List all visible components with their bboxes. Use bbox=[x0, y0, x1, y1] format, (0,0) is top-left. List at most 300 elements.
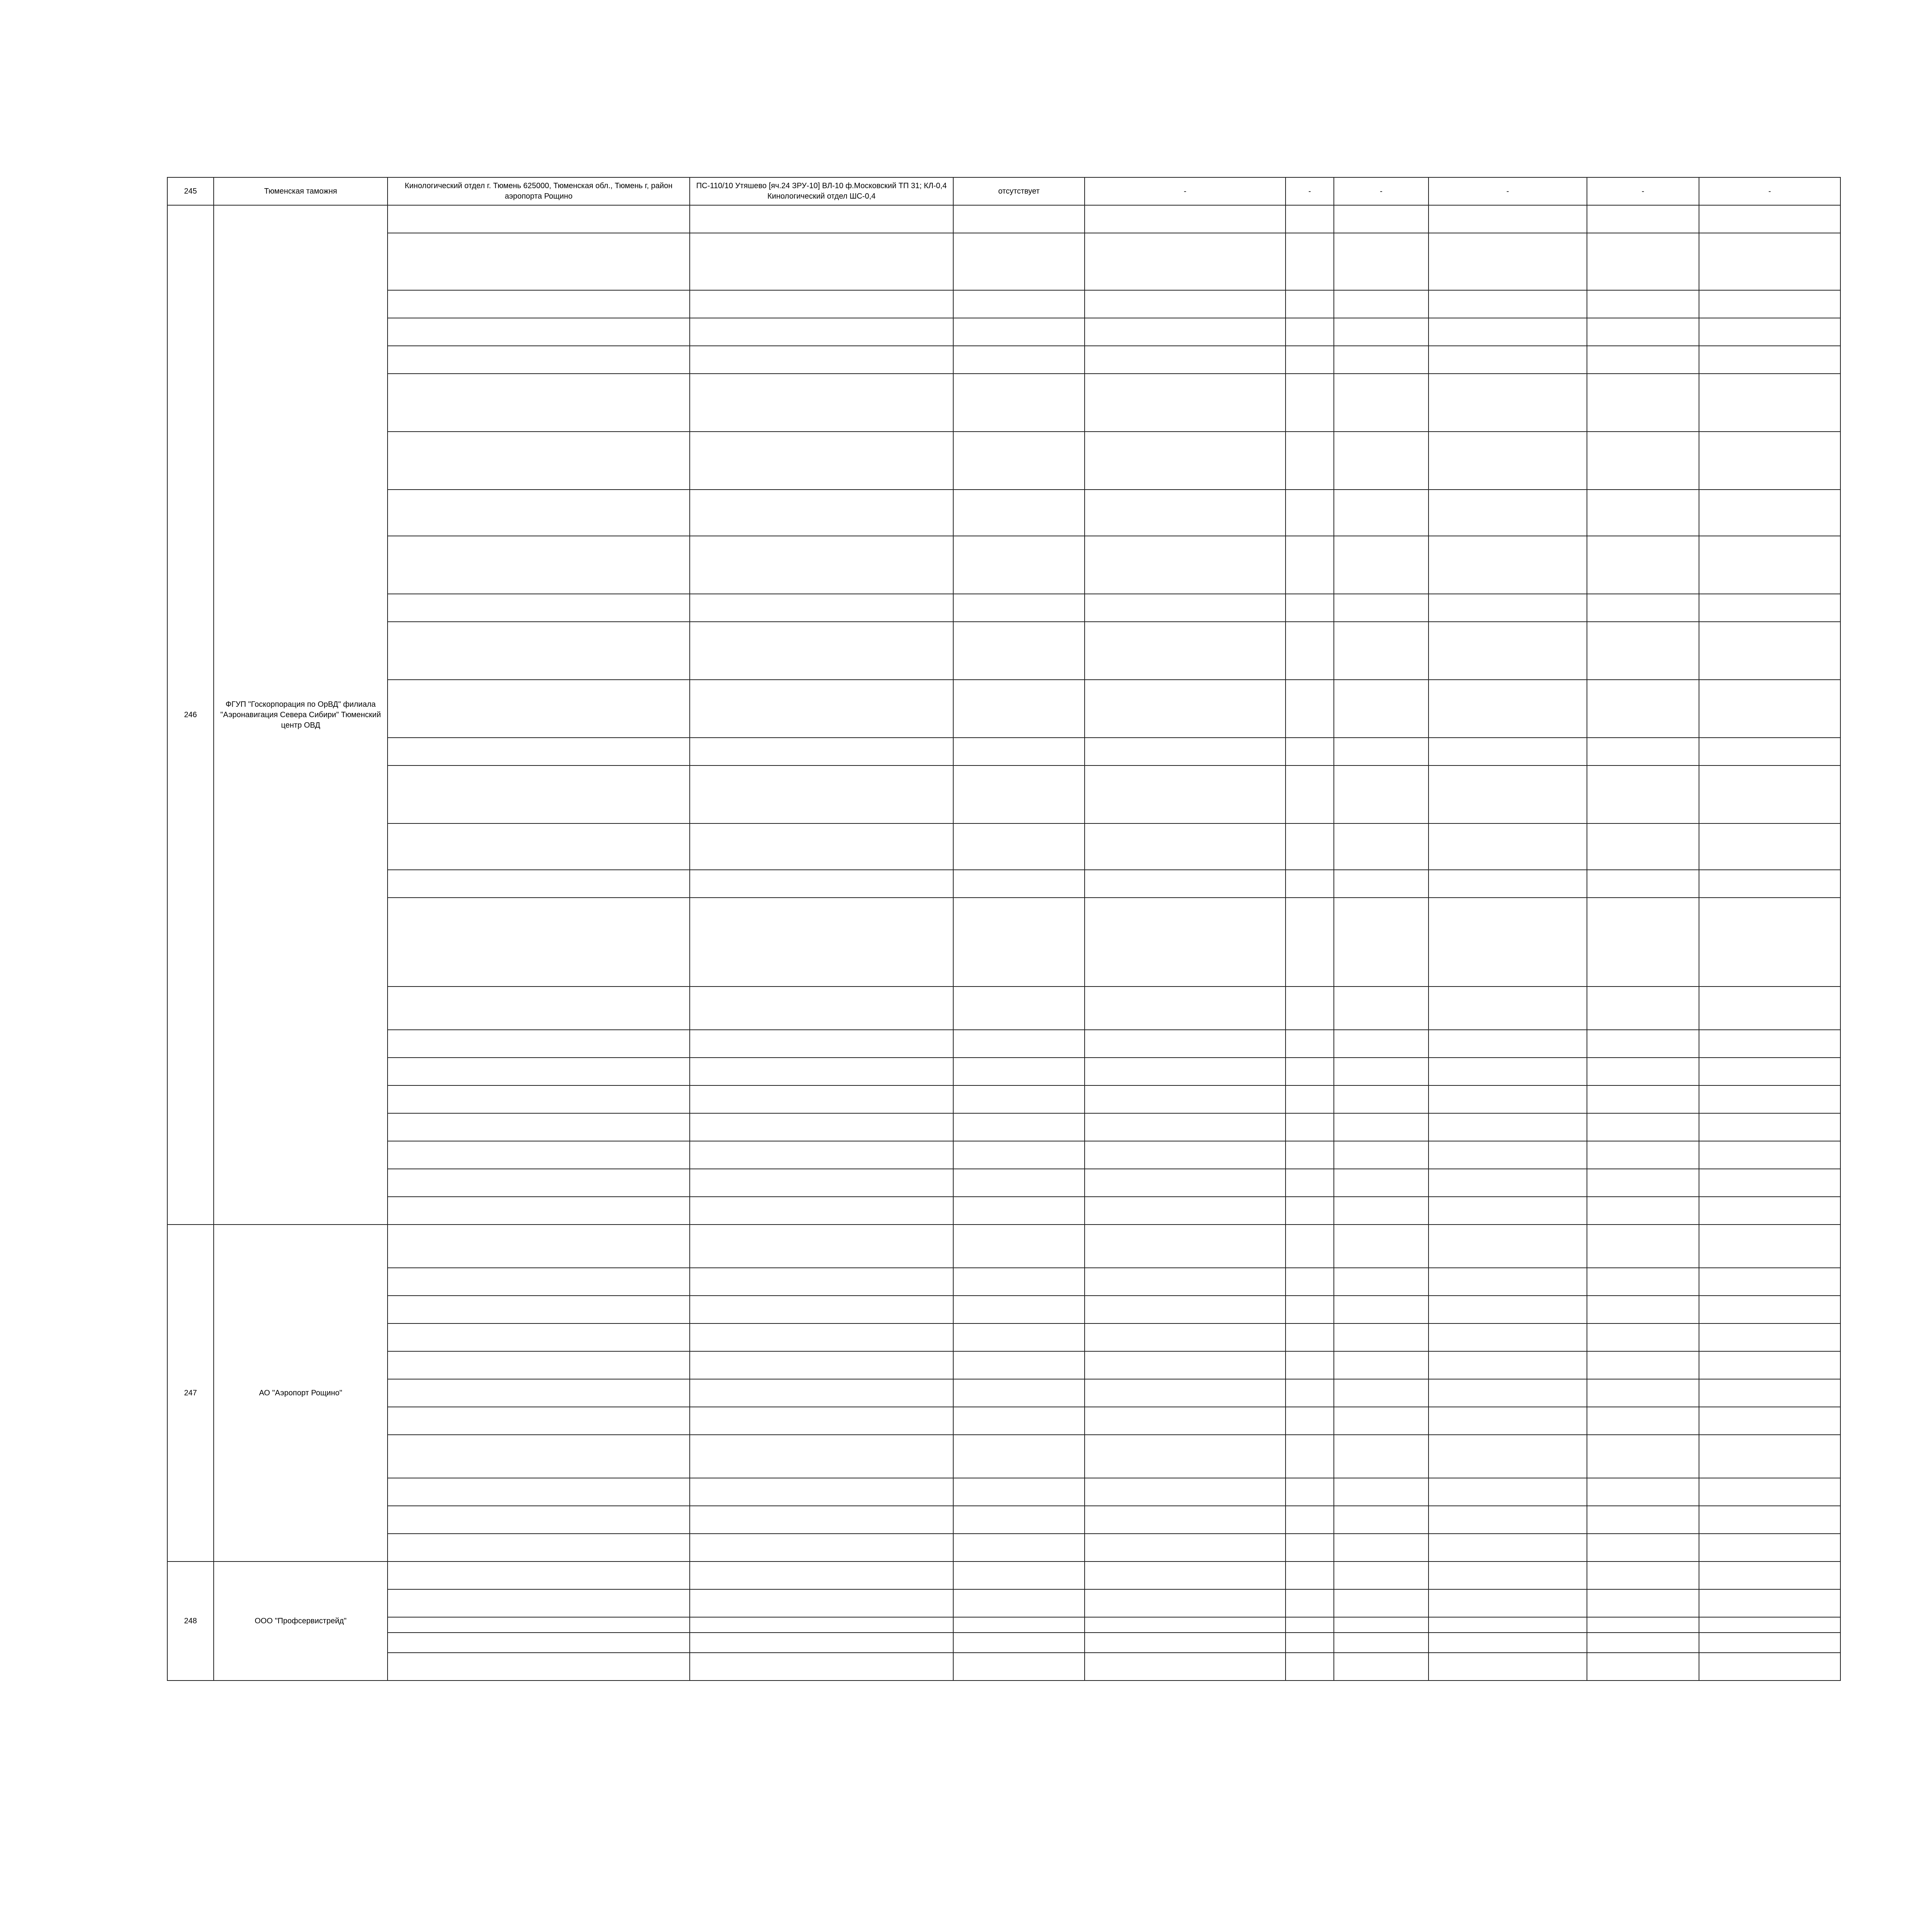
table-cell bbox=[1334, 1113, 1429, 1141]
table-cell bbox=[1085, 1534, 1286, 1561]
table-cell bbox=[690, 374, 953, 432]
table-cell bbox=[1286, 1268, 1334, 1296]
table-cell bbox=[690, 490, 953, 536]
table-cell bbox=[388, 490, 690, 536]
table-cell bbox=[690, 346, 953, 374]
table-cell bbox=[1286, 898, 1334, 987]
table-cell bbox=[1587, 1633, 1699, 1653]
table-cell bbox=[1699, 987, 1840, 1030]
table-cell bbox=[1429, 898, 1587, 987]
table-cell bbox=[1587, 233, 1699, 290]
cell-organization: ФГУП "Госкорпорация по ОрВД" филиала "Аэронавигация Севера Сибири" Тюменский центр ОВД bbox=[214, 205, 388, 1225]
table-row bbox=[167, 1197, 1840, 1225]
table-cell bbox=[388, 1225, 690, 1268]
table-cell bbox=[388, 987, 690, 1030]
table-cell bbox=[1699, 318, 1840, 346]
table-cell: - bbox=[1334, 177, 1429, 205]
table-cell bbox=[388, 1058, 690, 1085]
table-cell bbox=[388, 765, 690, 823]
table-cell bbox=[1085, 870, 1286, 898]
table-row bbox=[167, 898, 1840, 987]
table-cell bbox=[388, 1379, 690, 1407]
table-cell bbox=[1334, 346, 1429, 374]
table-cell bbox=[388, 1633, 690, 1653]
table-cell bbox=[690, 594, 953, 622]
table-cell bbox=[1085, 290, 1286, 318]
table-cell bbox=[1334, 1589, 1429, 1617]
table-body bbox=[167, 177, 1840, 1681]
table-cell bbox=[690, 1169, 953, 1197]
table-cell bbox=[953, 1169, 1085, 1197]
table-cell bbox=[1334, 233, 1429, 290]
table-cell bbox=[953, 823, 1085, 870]
table-cell bbox=[1334, 870, 1429, 898]
table-cell bbox=[1699, 898, 1840, 987]
table-cell bbox=[1085, 594, 1286, 622]
table-cell bbox=[1587, 1478, 1699, 1506]
table-row bbox=[167, 594, 1840, 622]
table-cell bbox=[1085, 1633, 1286, 1653]
table-cell bbox=[1286, 1506, 1334, 1534]
cell-organization: Тюменская таможня bbox=[214, 177, 388, 205]
table-cell bbox=[388, 1268, 690, 1296]
table-cell bbox=[1429, 233, 1587, 290]
table-cell bbox=[1587, 680, 1699, 738]
table-cell bbox=[690, 765, 953, 823]
table-cell bbox=[1429, 870, 1587, 898]
table-cell bbox=[1587, 318, 1699, 346]
table-cell bbox=[953, 622, 1085, 680]
table-cell bbox=[1587, 1169, 1699, 1197]
table-cell bbox=[1699, 1197, 1840, 1225]
table-cell bbox=[388, 1085, 690, 1113]
table-cell bbox=[1587, 290, 1699, 318]
table-cell bbox=[953, 1653, 1085, 1681]
table-cell bbox=[1699, 1351, 1840, 1379]
table-cell bbox=[1286, 1653, 1334, 1681]
table-cell bbox=[1286, 536, 1334, 594]
table-cell bbox=[1699, 594, 1840, 622]
table-cell bbox=[1085, 1058, 1286, 1085]
table-cell bbox=[1085, 1478, 1286, 1506]
table-cell bbox=[953, 1561, 1085, 1589]
table-cell bbox=[1334, 205, 1429, 233]
table-cell: - bbox=[1587, 177, 1699, 205]
table-row bbox=[167, 536, 1840, 594]
table-row bbox=[167, 1478, 1840, 1506]
table-cell bbox=[1699, 1617, 1840, 1633]
table-cell bbox=[690, 1058, 953, 1085]
table-cell bbox=[1334, 1534, 1429, 1561]
table-cell bbox=[690, 233, 953, 290]
table-row bbox=[167, 1351, 1840, 1379]
table-cell bbox=[1085, 1589, 1286, 1617]
table-cell bbox=[1085, 1197, 1286, 1225]
table-cell bbox=[953, 374, 1085, 432]
table-cell bbox=[1085, 1085, 1286, 1113]
table-cell bbox=[1699, 1169, 1840, 1197]
table-cell bbox=[1334, 1435, 1429, 1478]
table-cell bbox=[388, 1296, 690, 1323]
table-cell bbox=[388, 1141, 690, 1169]
table-cell bbox=[1587, 1534, 1699, 1561]
table-cell bbox=[1334, 1085, 1429, 1113]
table-cell bbox=[953, 346, 1085, 374]
table-cell bbox=[1699, 1296, 1840, 1323]
table-cell bbox=[1587, 898, 1699, 987]
table-cell bbox=[1286, 765, 1334, 823]
table-cell bbox=[1699, 765, 1840, 823]
table-cell bbox=[388, 1435, 690, 1478]
table-cell bbox=[1085, 1407, 1286, 1435]
table-cell bbox=[1334, 1169, 1429, 1197]
table-cell bbox=[690, 738, 953, 765]
table-cell bbox=[690, 823, 953, 870]
table-cell bbox=[388, 318, 690, 346]
table-cell: - bbox=[1429, 177, 1587, 205]
table-cell bbox=[953, 1197, 1085, 1225]
table-cell: - bbox=[1286, 177, 1334, 205]
table-cell bbox=[690, 1323, 953, 1351]
table-cell bbox=[1334, 622, 1429, 680]
table-cell bbox=[1699, 1534, 1840, 1561]
table-cell bbox=[1699, 346, 1840, 374]
table-cell bbox=[1286, 1633, 1334, 1653]
table-cell bbox=[690, 1589, 953, 1617]
table-cell bbox=[1587, 1030, 1699, 1058]
table-cell bbox=[1334, 987, 1429, 1030]
table-cell bbox=[690, 1030, 953, 1058]
table-cell bbox=[1286, 1351, 1334, 1379]
table-row bbox=[167, 1633, 1840, 1653]
table-cell bbox=[1085, 1351, 1286, 1379]
table-cell bbox=[953, 1323, 1085, 1351]
table-cell bbox=[1334, 536, 1429, 594]
table-cell bbox=[388, 823, 690, 870]
table-cell bbox=[1085, 1561, 1286, 1589]
table-cell bbox=[953, 1407, 1085, 1435]
table-cell bbox=[388, 290, 690, 318]
table-cell bbox=[690, 205, 953, 233]
table-cell bbox=[953, 765, 1085, 823]
table-cell bbox=[690, 1268, 953, 1296]
table-row bbox=[167, 177, 1840, 205]
table-cell bbox=[1587, 1296, 1699, 1323]
table-cell bbox=[1085, 1296, 1286, 1323]
table-cell bbox=[690, 1617, 953, 1633]
table-cell bbox=[388, 1589, 690, 1617]
table-cell bbox=[388, 898, 690, 987]
table-cell bbox=[1286, 1617, 1334, 1633]
table-cell bbox=[690, 1113, 953, 1141]
table-cell bbox=[1587, 1561, 1699, 1589]
table-cell bbox=[1429, 1030, 1587, 1058]
table-cell bbox=[1286, 432, 1334, 490]
table-cell bbox=[1699, 680, 1840, 738]
registry-table bbox=[167, 177, 1841, 1681]
table-cell bbox=[1334, 823, 1429, 870]
table-row bbox=[167, 290, 1840, 318]
table-cell bbox=[1587, 870, 1699, 898]
cell-organization: АО "Аэропорт Рощино" bbox=[214, 1225, 388, 1561]
table-cell bbox=[1286, 1169, 1334, 1197]
table-cell bbox=[1286, 1379, 1334, 1407]
table-cell bbox=[1429, 1534, 1587, 1561]
table-cell bbox=[1286, 1561, 1334, 1589]
table-row bbox=[167, 1435, 1840, 1478]
table-row bbox=[167, 432, 1840, 490]
table-cell bbox=[953, 738, 1085, 765]
table-cell bbox=[1699, 738, 1840, 765]
table-cell bbox=[953, 1633, 1085, 1653]
table-cell bbox=[690, 1085, 953, 1113]
table-cell bbox=[1429, 1653, 1587, 1681]
table-cell bbox=[690, 1296, 953, 1323]
table-cell bbox=[1334, 594, 1429, 622]
table-cell bbox=[388, 432, 690, 490]
table-cell bbox=[388, 1506, 690, 1534]
table-row bbox=[167, 374, 1840, 432]
table-cell bbox=[1334, 1379, 1429, 1407]
table-cell bbox=[953, 987, 1085, 1030]
table-cell bbox=[1699, 1561, 1840, 1589]
table-cell bbox=[1429, 1085, 1587, 1113]
table-cell bbox=[1286, 205, 1334, 233]
table-cell bbox=[953, 1478, 1085, 1506]
table-cell bbox=[690, 1379, 953, 1407]
table-cell bbox=[1699, 290, 1840, 318]
table-cell bbox=[690, 898, 953, 987]
table-cell bbox=[1699, 374, 1840, 432]
table-cell: отсутствует bbox=[953, 177, 1085, 205]
table-cell bbox=[1334, 1506, 1429, 1534]
table-cell bbox=[1587, 1323, 1699, 1351]
table-cell bbox=[1085, 1617, 1286, 1633]
table-cell bbox=[1085, 318, 1286, 346]
table-cell bbox=[1587, 1197, 1699, 1225]
table-cell bbox=[1429, 1633, 1587, 1653]
table-cell bbox=[1334, 1478, 1429, 1506]
table-cell bbox=[1334, 738, 1429, 765]
table-cell bbox=[1429, 1268, 1587, 1296]
table-cell bbox=[388, 1351, 690, 1379]
table-cell bbox=[953, 1589, 1085, 1617]
table-cell bbox=[690, 432, 953, 490]
table-row bbox=[167, 1407, 1840, 1435]
table-cell bbox=[1286, 823, 1334, 870]
table-cell bbox=[1587, 1113, 1699, 1141]
table-cell bbox=[1587, 1268, 1699, 1296]
table-cell bbox=[388, 680, 690, 738]
table-cell bbox=[953, 432, 1085, 490]
table-cell bbox=[1085, 490, 1286, 536]
table-cell bbox=[388, 870, 690, 898]
table-cell bbox=[1334, 898, 1429, 987]
table-row bbox=[167, 318, 1840, 346]
table-cell bbox=[1429, 1197, 1587, 1225]
cell-number: 247 bbox=[167, 1225, 214, 1561]
table-cell bbox=[1334, 1296, 1429, 1323]
table-cell bbox=[1286, 346, 1334, 374]
table-row bbox=[167, 823, 1840, 870]
table-cell bbox=[1334, 1561, 1429, 1589]
table-row bbox=[167, 1653, 1840, 1681]
table-cell bbox=[1334, 490, 1429, 536]
table-cell bbox=[1587, 1653, 1699, 1681]
table-row bbox=[167, 1113, 1840, 1141]
table-row bbox=[167, 680, 1840, 738]
table-cell bbox=[953, 233, 1085, 290]
table-cell bbox=[1429, 1435, 1587, 1478]
table-cell bbox=[953, 1379, 1085, 1407]
table-row bbox=[167, 1379, 1840, 1407]
table-cell bbox=[1085, 1323, 1286, 1351]
table-cell bbox=[1286, 1058, 1334, 1085]
table-cell bbox=[1085, 1653, 1286, 1681]
table-cell bbox=[690, 290, 953, 318]
table-cell bbox=[388, 1407, 690, 1435]
table-cell bbox=[690, 987, 953, 1030]
table-cell bbox=[1699, 1435, 1840, 1478]
table-cell bbox=[1085, 823, 1286, 870]
table-cell bbox=[1085, 622, 1286, 680]
table-row bbox=[167, 490, 1840, 536]
table-cell bbox=[690, 1351, 953, 1379]
table-cell bbox=[1429, 1113, 1587, 1141]
table-cell bbox=[388, 1169, 690, 1197]
table-cell bbox=[1429, 594, 1587, 622]
table-cell bbox=[953, 1435, 1085, 1478]
table-cell bbox=[1587, 1058, 1699, 1085]
table-cell bbox=[1587, 346, 1699, 374]
table-cell bbox=[1286, 1323, 1334, 1351]
table-cell bbox=[1699, 1141, 1840, 1169]
table-cell bbox=[690, 622, 953, 680]
table-cell bbox=[1429, 1379, 1587, 1407]
table-cell bbox=[1429, 1617, 1587, 1633]
table-cell bbox=[1334, 1225, 1429, 1268]
table-cell bbox=[1699, 1323, 1840, 1351]
table-cell bbox=[1429, 536, 1587, 594]
table-cell bbox=[388, 1534, 690, 1561]
table-cell bbox=[1286, 1589, 1334, 1617]
table-cell bbox=[1286, 1085, 1334, 1113]
table-row bbox=[167, 738, 1840, 765]
table-cell bbox=[1286, 1407, 1334, 1435]
table-row bbox=[167, 1617, 1840, 1633]
table-cell: - bbox=[1699, 177, 1840, 205]
table-cell bbox=[1429, 1169, 1587, 1197]
table-cell bbox=[1587, 490, 1699, 536]
table-cell bbox=[388, 205, 690, 233]
table-cell bbox=[1587, 1351, 1699, 1379]
table-cell bbox=[388, 594, 690, 622]
table-cell bbox=[388, 1113, 690, 1141]
table-cell bbox=[1587, 1617, 1699, 1633]
table-cell bbox=[1334, 1351, 1429, 1379]
table-cell bbox=[1587, 738, 1699, 765]
table-cell bbox=[1334, 765, 1429, 823]
table-cell bbox=[1085, 1379, 1286, 1407]
table-cell bbox=[690, 1561, 953, 1589]
table-cell bbox=[1085, 233, 1286, 290]
table-cell bbox=[953, 318, 1085, 346]
table-cell bbox=[1699, 1268, 1840, 1296]
table-cell bbox=[1085, 374, 1286, 432]
table-cell bbox=[953, 1085, 1085, 1113]
table-cell bbox=[1429, 1141, 1587, 1169]
table-cell bbox=[1286, 1113, 1334, 1141]
table-cell bbox=[953, 594, 1085, 622]
table-cell bbox=[1085, 536, 1286, 594]
table-row bbox=[167, 987, 1840, 1030]
table-cell bbox=[1286, 374, 1334, 432]
table-cell bbox=[1699, 1589, 1840, 1617]
table-cell bbox=[1699, 1225, 1840, 1268]
table-cell bbox=[690, 870, 953, 898]
table-cell bbox=[1085, 1141, 1286, 1169]
table-cell bbox=[1286, 1435, 1334, 1478]
table-row bbox=[167, 765, 1840, 823]
table-cell bbox=[1286, 738, 1334, 765]
table-cell bbox=[1699, 622, 1840, 680]
table-cell bbox=[1429, 1407, 1587, 1435]
table-cell bbox=[1587, 536, 1699, 594]
table-cell bbox=[1699, 1478, 1840, 1506]
table-cell bbox=[690, 1534, 953, 1561]
table-cell bbox=[953, 1296, 1085, 1323]
table-cell bbox=[1699, 205, 1840, 233]
table-row bbox=[167, 346, 1840, 374]
cell-number: 248 bbox=[167, 1561, 214, 1681]
table-cell bbox=[388, 1617, 690, 1633]
table-cell bbox=[953, 1058, 1085, 1085]
table-cell bbox=[1334, 1030, 1429, 1058]
table-cell bbox=[1699, 1653, 1840, 1681]
table-cell bbox=[388, 1478, 690, 1506]
table-cell bbox=[1286, 1197, 1334, 1225]
table-cell bbox=[1085, 1268, 1286, 1296]
table-cell bbox=[1334, 374, 1429, 432]
table-cell bbox=[1334, 1197, 1429, 1225]
table-cell bbox=[1085, 1435, 1286, 1478]
table-cell bbox=[1699, 1633, 1840, 1653]
table-cell bbox=[1587, 1379, 1699, 1407]
table-cell bbox=[1699, 870, 1840, 898]
table-cell: - bbox=[1085, 177, 1286, 205]
table-cell bbox=[1699, 1379, 1840, 1407]
table-cell bbox=[388, 536, 690, 594]
table-cell bbox=[1587, 1085, 1699, 1113]
table-cell bbox=[953, 1113, 1085, 1141]
table-cell bbox=[1085, 1030, 1286, 1058]
table-cell bbox=[953, 1506, 1085, 1534]
table-cell bbox=[1334, 1268, 1429, 1296]
table-cell bbox=[388, 622, 690, 680]
table-cell bbox=[1699, 233, 1840, 290]
table-cell bbox=[1587, 765, 1699, 823]
table-row bbox=[167, 1030, 1840, 1058]
table-cell bbox=[1085, 205, 1286, 233]
table-cell bbox=[1286, 1225, 1334, 1268]
table-cell bbox=[1085, 346, 1286, 374]
table-cell bbox=[1699, 1058, 1840, 1085]
table-cell bbox=[1286, 318, 1334, 346]
table-cell bbox=[1429, 346, 1587, 374]
table-cell bbox=[953, 1141, 1085, 1169]
table-cell bbox=[1429, 1296, 1587, 1323]
table-cell bbox=[1429, 1506, 1587, 1534]
